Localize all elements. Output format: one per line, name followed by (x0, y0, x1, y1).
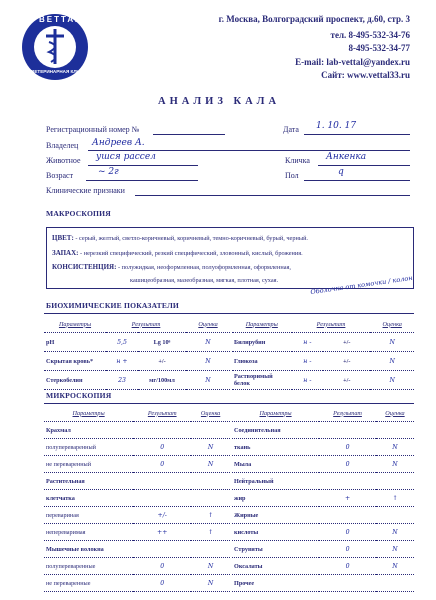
column-header: Результат (319, 405, 376, 422)
param-unit: +/- (138, 352, 186, 371)
sex-line (304, 180, 410, 181)
microscopy-rule (44, 403, 414, 404)
param-name: жир (232, 490, 319, 507)
param-mark (376, 473, 414, 490)
param-name: полупереваренный (44, 439, 133, 456)
param-mark (191, 541, 230, 558)
table-row (44, 333, 230, 352)
table-row (232, 456, 414, 473)
param-mark (191, 422, 230, 439)
table-header-row (44, 405, 230, 422)
param-mark: N (191, 456, 230, 473)
age-label: Возраст (46, 171, 74, 180)
table-row (44, 541, 230, 558)
param-mark: N (191, 558, 230, 575)
table-row (232, 439, 414, 456)
reg-number-line (153, 134, 225, 135)
column-header: Параметры (44, 405, 133, 422)
column-header: Результат (292, 316, 371, 333)
clinical-signs-line (135, 195, 410, 196)
param-mark: ↑ (191, 524, 230, 541)
macro-smell-label: ЗАПАХ: (52, 249, 79, 257)
param-result: 0 (133, 558, 191, 575)
column-header: Параметры (232, 316, 292, 333)
biochem-table-left (44, 316, 230, 390)
table-row (232, 558, 414, 575)
nickname-value: Анкенка (326, 152, 367, 162)
param-mark: ↑ (191, 507, 230, 524)
column-header: Оценка (376, 405, 414, 422)
param-mark: N (370, 352, 414, 371)
macroscopy-heading: МАКРОСКОПИЯ (46, 209, 111, 218)
table-row (232, 575, 414, 592)
owner-line (88, 150, 410, 151)
column-header: Параметры (232, 405, 319, 422)
param-unit: +/- (323, 352, 370, 371)
param-result: 0 (319, 456, 376, 473)
table-row (232, 507, 414, 524)
table-row (44, 490, 230, 507)
nickname-label: Кличка (285, 156, 310, 165)
param-result: ++ (133, 524, 191, 541)
column-header: Результат (106, 316, 186, 333)
param-value: н - (292, 371, 324, 390)
param-name: Глюкоза (232, 352, 292, 371)
param-mark (376, 422, 414, 439)
param-mark: N (376, 439, 414, 456)
param-name: непереваримая (44, 524, 133, 541)
param-name: не переваренный (44, 456, 133, 473)
param-mark: N (376, 456, 414, 473)
table-row (44, 439, 230, 456)
param-result (133, 422, 191, 439)
macro-color-row (52, 234, 308, 242)
param-name: pH (44, 333, 106, 352)
macro-consistency-row-2: кашицеобразная, мазеобразная, мягкая, плотная, сухая. (130, 277, 279, 284)
macro-color-text: - серый, желтый, светло-коричневый, коричневый, темно-коричневый, бурый, черный. (73, 235, 309, 242)
table-row (232, 541, 414, 558)
table-row (232, 490, 414, 507)
param-result (133, 490, 191, 507)
param-mark: N (186, 333, 230, 352)
animal-line (88, 165, 198, 166)
owner-label: Владелец (46, 141, 79, 150)
param-mark: N (186, 371, 230, 390)
macro-smell-row (52, 249, 303, 257)
date-value: 1. 10. 17 (316, 121, 357, 131)
param-result: 0 (133, 456, 191, 473)
param-mark: N (376, 541, 414, 558)
logo-top-text: ВЕТТАЛ (39, 15, 83, 24)
table-row (44, 473, 230, 490)
param-name: перевариная (44, 507, 133, 524)
table-row (232, 371, 414, 390)
macro-handwritten-note: Оболочка от комочки / колон (309, 273, 413, 297)
logo-bottom-text: ВЕТЕРИНАРНАЯ КЛИНИКА (31, 69, 93, 74)
table-row (44, 456, 230, 473)
param-result: + (319, 490, 376, 507)
param-unit: +/- (323, 371, 370, 390)
animal-label: Животное (46, 156, 81, 165)
column-header: Оценка (191, 405, 230, 422)
reg-number-label: Регистрационный номер № (46, 125, 140, 134)
column-header: Оценка (370, 316, 414, 333)
param-name: не переваренные (44, 575, 133, 592)
param-mark: N (186, 352, 230, 371)
column-header: Результат (133, 405, 191, 422)
param-name: ткань (232, 439, 319, 456)
table-row (232, 473, 414, 490)
param-name: Соединительная (232, 422, 319, 439)
clinic-email: E-mail: lab-vettal@yandex.ru (295, 57, 410, 67)
param-name: Крахмал (44, 422, 133, 439)
macro-consistency-text: - полужидкая, неоформленная, полуоформленная, оформленная, (116, 264, 291, 271)
param-mark: N (376, 524, 414, 541)
param-mark (376, 507, 414, 524)
param-result: +/- (133, 507, 191, 524)
param-result (319, 473, 376, 490)
param-result (319, 507, 376, 524)
param-mark (191, 473, 230, 490)
macro-smell-text: - нерезкий специфический, резкий специфический, зловонный, кислый, брожения. (78, 250, 303, 257)
param-result: 0 (319, 439, 376, 456)
table-row (232, 524, 414, 541)
macro-consistency-row (52, 263, 291, 271)
param-mark: N (370, 333, 414, 352)
param-result (319, 575, 376, 592)
clinic-address: г. Москва, Волгоградский проспект, д.60, стр. 3 (218, 14, 410, 24)
param-result (133, 541, 191, 558)
param-name: Жирные (232, 507, 319, 524)
param-name: Оксалаты (232, 558, 319, 575)
param-result: 0 (319, 524, 376, 541)
param-name: Нейтральный (232, 473, 319, 490)
param-result: 0 (319, 541, 376, 558)
param-result (133, 473, 191, 490)
param-name: кислоты (232, 524, 319, 541)
table-row (232, 422, 414, 439)
param-name: Мыла (232, 456, 319, 473)
param-value: н - (292, 333, 324, 352)
column-header: Оценка (186, 316, 230, 333)
sex-label: Пол (285, 171, 299, 180)
param-value: 23 (106, 371, 138, 390)
param-mark (191, 490, 230, 507)
param-mark: N (191, 575, 230, 592)
microscopy-table-right (232, 405, 414, 592)
table-row (44, 575, 230, 592)
age-line (86, 180, 198, 181)
table-row (44, 524, 230, 541)
param-result (319, 422, 376, 439)
param-name: Струвиты (232, 541, 319, 558)
sex-value: q (338, 167, 344, 177)
param-result: 0 (133, 575, 191, 592)
biochem-heading: БИОХИМИЧЕСКИЕ ПОКАЗАТЕЛИ (46, 301, 180, 310)
table-row (44, 422, 230, 439)
param-value: н + (106, 352, 138, 371)
param-unit: +/- (323, 333, 370, 352)
table-row (44, 352, 230, 371)
param-name: Скрытая кровь* (44, 352, 106, 371)
param-mark (376, 575, 414, 592)
param-value: н - (292, 352, 324, 371)
param-mark: N (370, 371, 414, 390)
param-value: 5,5 (106, 333, 138, 352)
table-row (44, 507, 230, 524)
owner-value: Андреев А. (92, 138, 145, 148)
param-name: полупереваренные (44, 558, 133, 575)
clinical-signs-label: Клинические признаки (46, 186, 125, 195)
clinic-phone-2: 8-495-532-34-77 (348, 43, 410, 53)
param-name: Билирубин (232, 333, 292, 352)
macro-color-label: ЦВЕТ: (52, 234, 74, 242)
param-result: 0 (133, 439, 191, 456)
microscopy-heading: МИКРОСКОПИЯ (46, 391, 112, 400)
table-header-row (232, 316, 414, 333)
param-unit: Lg 10⁶ (138, 333, 186, 352)
param-mark: N (191, 439, 230, 456)
column-header: Параметры (44, 316, 106, 333)
table-row (44, 371, 230, 390)
param-unit: мг/100мл (138, 371, 186, 390)
biochem-rule (44, 313, 414, 314)
param-mark: N (376, 558, 414, 575)
page-title: АНАЛИЗ КАЛА (158, 96, 281, 107)
table-header-row (232, 405, 414, 422)
table-row (44, 558, 230, 575)
clinic-site: Сайт: www.vettal33.ru (321, 70, 410, 80)
biochem-table-right (232, 316, 414, 390)
param-mark: ↑ (376, 490, 414, 507)
date-line (304, 134, 410, 135)
microscopy-table-left (44, 405, 230, 592)
param-name: Мышечные волокна (44, 541, 133, 558)
table-row (232, 333, 414, 352)
param-result: 0 (319, 558, 376, 575)
param-name: клетчатка (44, 490, 133, 507)
animal-value: ушся рассел (96, 152, 156, 162)
param-name: Растительная (44, 473, 133, 490)
macro-consistency-label: КОНСИСТЕНЦИЯ: (52, 263, 117, 271)
table-header-row (44, 316, 230, 333)
param-name: Стеркобелин (44, 371, 106, 390)
date-label: Дата (283, 125, 299, 134)
table-row (232, 352, 414, 371)
param-name: Растворимый белок (232, 371, 292, 390)
clinic-phone-1: тел. 8-495-532-34-76 (330, 30, 410, 40)
age-value: ~ 2г (98, 167, 119, 177)
param-name: Прочее (232, 575, 319, 592)
nickname-line (318, 165, 410, 166)
